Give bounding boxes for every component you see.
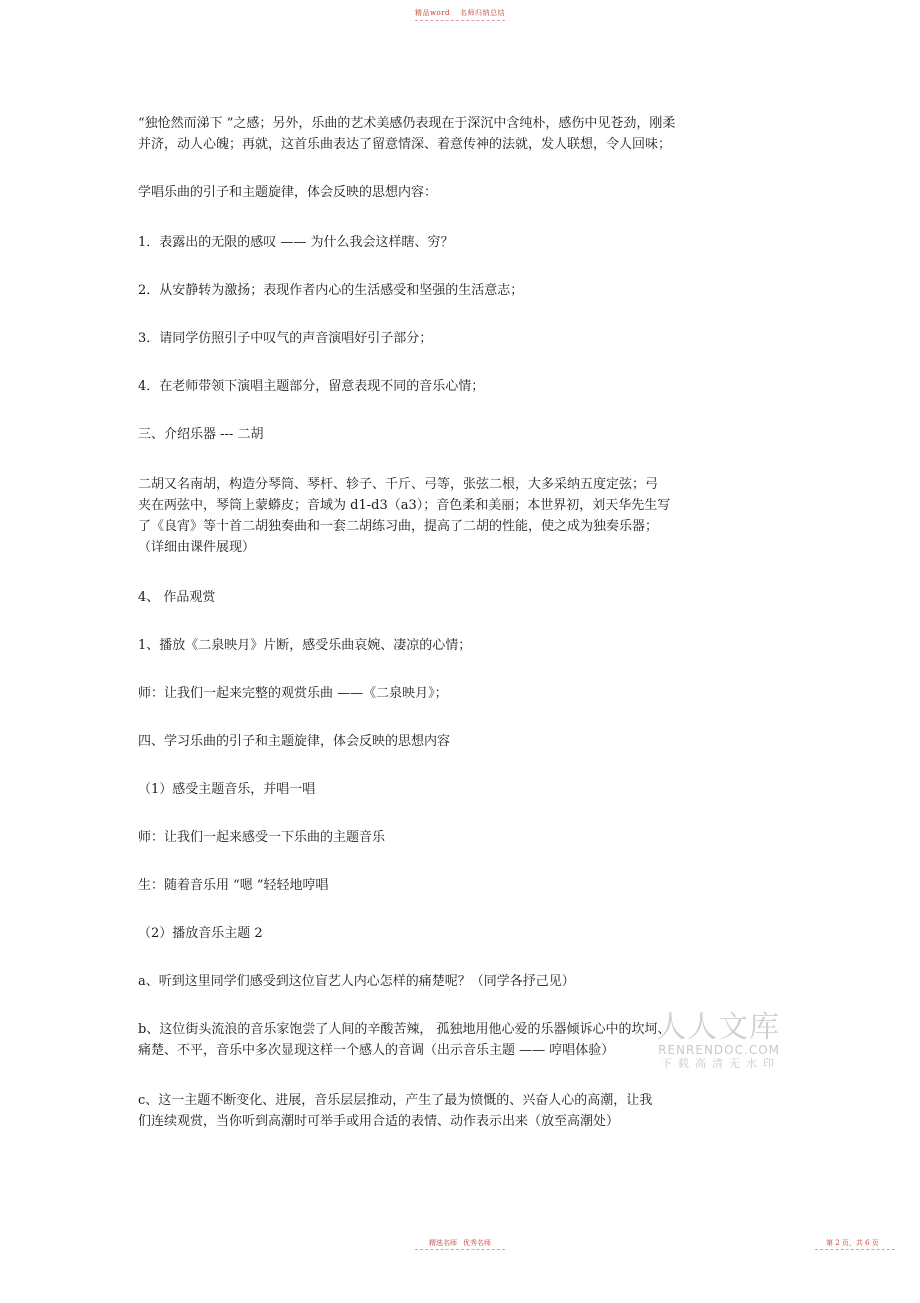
footer-right-text: 优秀名师 bbox=[463, 1239, 491, 1247]
header-divider bbox=[415, 20, 505, 21]
text-line: （2）播放音乐主题 2 bbox=[138, 926, 263, 941]
text-line: （1）感受主题音乐，并唱一唱 bbox=[138, 782, 316, 797]
text-line: “独怆然而涕下 ”之感；另外，乐曲的艺术美感仍表现在于深沉中含纯朴，感伤中见苍劲，刚柔 bbox=[138, 116, 676, 131]
text-line: 1．表露出的无限的感叹 —— 为什么我会这样瞎、穷？ bbox=[138, 235, 454, 250]
watermark-title: 人人文库 bbox=[656, 1010, 780, 1045]
list-item bbox=[138, 232, 778, 253]
page-number-divider bbox=[815, 1249, 895, 1250]
footer-divider bbox=[415, 1249, 505, 1250]
text-line: 们连续观赏，当你听到高潮时可举手或用合适的表情、动作表示出来（放至高潮处） bbox=[138, 1114, 620, 1129]
text-line: 四、学习乐曲的引子和主题旋律，体会反映的思想内容 bbox=[138, 734, 451, 749]
section-heading bbox=[138, 731, 778, 752]
text-line: 4．在老师带领下演唱主题部分，留意表现不同的音乐心情； bbox=[138, 379, 485, 394]
paragraph bbox=[138, 1090, 778, 1132]
paragraph bbox=[138, 779, 778, 800]
list-item bbox=[138, 376, 778, 397]
header-right-text: 名师归纳总结 bbox=[460, 9, 506, 17]
text-line: 2．从安静转为激扬；表现作者内心的生活感受和坚强的生活意志； bbox=[138, 283, 524, 298]
text-line: 了《良宵》等十首二胡独奏曲和一套二胡练习曲，提高了二胡的性能，使之成为独奏乐器； bbox=[138, 519, 659, 534]
paragraph bbox=[138, 971, 778, 992]
paragraph bbox=[138, 635, 778, 656]
text-line: 师：让我们一起来感受一下乐曲的主题音乐 bbox=[138, 830, 386, 845]
text-line: 生：随着音乐用 “嗯 ”轻轻地哼唱 bbox=[138, 878, 329, 893]
paragraph bbox=[138, 923, 778, 944]
document-body bbox=[138, 113, 778, 1132]
text-line: 学唱乐曲的引子和主题旋律，体会反映的思想内容： bbox=[138, 185, 438, 200]
footer-left-text: 精选名师 bbox=[429, 1239, 457, 1247]
watermark-tagline: 下载高清无水印 bbox=[661, 1057, 780, 1070]
text-line: b、这位街头流浪的音乐家饱尝了人间的辛酸苦辣， 孤独地用他心爱的乐器倾诉心中的坎坷、 bbox=[138, 1022, 671, 1037]
paragraph bbox=[138, 875, 778, 896]
paragraph bbox=[138, 113, 778, 155]
paragraph bbox=[138, 683, 778, 704]
paragraph bbox=[138, 827, 778, 848]
text-line: 师：让我们一起来完整的观赏乐曲 ——《二泉映月》； bbox=[138, 686, 448, 701]
list-item bbox=[138, 328, 778, 349]
text-line: 1、播放《二泉映月》片断，感受乐曲哀婉、凄凉的心情； bbox=[138, 638, 472, 653]
page-footer bbox=[0, 1238, 920, 1248]
section-heading bbox=[138, 587, 778, 608]
paragraph bbox=[138, 182, 778, 203]
list-item bbox=[138, 280, 778, 301]
text-line: 二胡又名南胡，构造分琴筒、琴杆、轸子、千斤、弓等，张弦二根，大多采纳五度定弦；弓 bbox=[138, 477, 659, 492]
text-line: 痛楚、不平，音乐中多次显现这样一个感人的音调（出示音乐主题 —— 哼唱体验） bbox=[138, 1043, 615, 1058]
section-heading bbox=[138, 424, 778, 445]
page-header bbox=[0, 8, 920, 18]
text-line: a、听到这里同学们感受到这位盲艺人内心怎样的痛楚呢？（同学各抒己见） bbox=[138, 974, 575, 989]
text-line: 三、介绍乐器 --- 二胡 bbox=[138, 427, 264, 442]
text-line: 4、 作品观赏 bbox=[138, 590, 216, 605]
text-line: （详细由课件展现） bbox=[138, 540, 256, 555]
text-line: c、这一主题不断变化、进展，音乐层层推动，产生了最为愤慨的、兴奋人心的高潮，让我 bbox=[138, 1093, 653, 1108]
text-line: 3．请同学仿照引子中叹气的声音演唱好引子部分； bbox=[138, 331, 433, 346]
watermark bbox=[640, 1012, 780, 1072]
header-left-text: 精品word bbox=[414, 9, 451, 17]
watermark-url: RENRENDOC.COM bbox=[658, 1043, 780, 1057]
paragraph bbox=[138, 474, 778, 558]
page-number: 第 2 页，共 6 页 bbox=[826, 1239, 879, 1247]
text-line: 夹在两弦中，琴筒上蒙蟒皮；音域为 d1-d3（a3）；音色柔和美丽；本世界初，刘天华先生写 bbox=[138, 498, 671, 513]
text-line: 并济，动人心魄；再就，这首乐曲表达了留意情深、着意传神的法就，发人联想，令人回味； bbox=[138, 137, 672, 152]
